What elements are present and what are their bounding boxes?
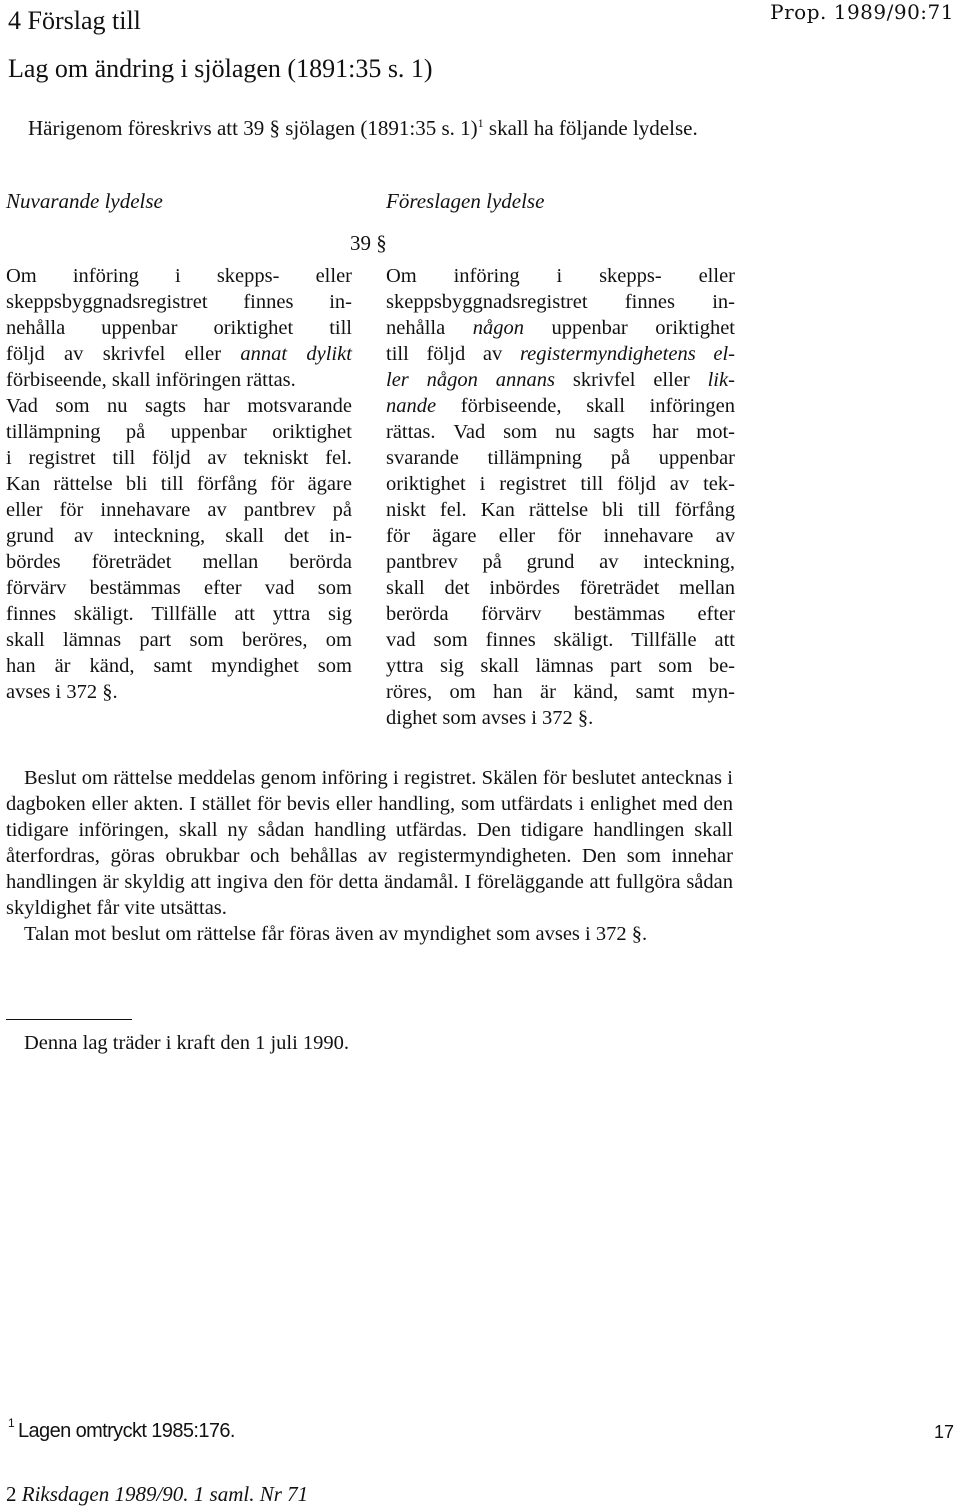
law-title: Lag om ändring i sjölagen (1891:35 s. 1) (8, 54, 433, 83)
word: berörda (386, 603, 449, 625)
current-wording-line (6, 341, 352, 367)
word: mot- (696, 421, 735, 443)
word: på (332, 499, 352, 521)
word: el- (713, 343, 735, 365)
word: till (112, 447, 136, 469)
word: nu (107, 395, 128, 417)
word: nu (555, 421, 576, 443)
word: mellan (202, 551, 259, 573)
proposed-wording-line (386, 705, 735, 731)
word: lämnas (63, 629, 122, 651)
word: som (55, 395, 90, 417)
word: ägare (307, 473, 352, 495)
word: inteckning, (643, 551, 735, 573)
word: förvärv (481, 603, 542, 625)
word: registret (28, 447, 96, 469)
word: av (207, 499, 227, 521)
word: införing (453, 265, 520, 287)
word: rättas. (246, 369, 296, 391)
footnote-text: Lagen omtryckt 1985:176. (18, 1420, 235, 1442)
word: skeppsbyggnadsregistret (386, 291, 588, 313)
word: i (175, 265, 181, 287)
proposed-wording-line (386, 653, 735, 679)
word: om (449, 681, 476, 703)
proposed-wording-line (386, 393, 735, 419)
word: känd, (89, 655, 135, 677)
word: i (55, 681, 67, 703)
word: som (189, 629, 224, 651)
word: bestämmas (89, 577, 181, 599)
word: i (6, 447, 12, 469)
word: röres, (386, 681, 433, 703)
word: Tillfälle (631, 629, 697, 651)
word: av (482, 343, 503, 365)
word: myndighet (211, 655, 299, 677)
proposed-wording-heading: Föreslagen lydelse (386, 189, 545, 213)
word: av (599, 551, 619, 573)
current-wording-line (6, 497, 352, 523)
word: sig (439, 655, 464, 677)
proposed-wording-line (386, 419, 735, 445)
word: skrivfel (102, 343, 166, 365)
word: bli (602, 499, 624, 521)
word: skall (6, 629, 45, 651)
word: tek- (703, 473, 735, 495)
current-wording-line (6, 471, 352, 497)
word: i (479, 473, 486, 495)
word: eller (498, 525, 536, 547)
proposed-wording-line (386, 601, 735, 627)
word: uppenbar (170, 421, 247, 443)
word: oriktighet (272, 421, 352, 443)
word: efter (204, 577, 242, 599)
word: på (125, 421, 146, 443)
word: är (540, 681, 556, 703)
word: att (714, 629, 735, 651)
entry-into-force: Denna lag träder i kraft den 1 juli 1990. (24, 1032, 350, 1054)
current-wording-line (6, 393, 352, 419)
current-wording-line (6, 523, 352, 549)
page-number: 17 (933, 1422, 954, 1442)
footnote-number: 1 (8, 1416, 15, 1430)
intro-text: Härigenom föreskrivs att 39 § sjölagen (1891:35 s. 1) (28, 116, 478, 140)
word: är (54, 655, 71, 677)
word: till (580, 473, 604, 495)
word: som (317, 577, 352, 599)
word: har (203, 395, 230, 417)
current-wording-line (6, 575, 352, 601)
proposed-wording-line (386, 523, 735, 549)
word: ler (386, 369, 409, 391)
current-wording-line (6, 627, 352, 653)
word: rättelse (528, 499, 589, 521)
current-wording-line (6, 445, 352, 471)
body-paragraph-2: Talan mot beslut om rättelse får föras även av myndighet som avses i 372 §. (24, 923, 648, 945)
word: skäligt. (73, 603, 134, 625)
word: rättas. (386, 421, 436, 443)
word: grund (526, 551, 575, 573)
word: för (270, 473, 295, 495)
word: avses (481, 707, 532, 729)
word: på (610, 447, 631, 469)
word: det (284, 525, 310, 547)
word: skepps- (599, 265, 662, 287)
word: eller (653, 369, 690, 391)
word: innehavare (100, 499, 191, 521)
word: finnes (485, 629, 536, 651)
word: in- (329, 291, 352, 313)
word: nehålla (386, 317, 446, 339)
current-wording-line (6, 419, 352, 445)
word: part (609, 655, 642, 677)
word: han (6, 655, 36, 677)
word: mellan (679, 577, 735, 599)
word: det (444, 577, 470, 599)
word: för (386, 525, 410, 547)
word: tillämpning (487, 447, 583, 469)
word: Kan (480, 499, 515, 521)
word: till (329, 317, 352, 339)
proposed-wording-line (386, 289, 735, 315)
word: införingen (155, 369, 247, 391)
word: Om (386, 265, 417, 287)
word: lik- (707, 369, 735, 391)
word: rättelse (53, 473, 113, 495)
word: skeppsbyggnadsregistret (6, 291, 208, 313)
word: för (59, 499, 84, 521)
word: vad (386, 629, 416, 651)
word: yttra (272, 603, 311, 625)
word: registret (499, 473, 567, 495)
word: oriktighet (213, 317, 294, 339)
intro-text-end: skall ha följande lydelse. (483, 116, 698, 140)
word: införing (72, 265, 139, 287)
word: företrädet (579, 577, 660, 599)
word: Kan (6, 473, 41, 495)
current-wording-line (6, 679, 352, 705)
word: som (433, 629, 468, 651)
word: nande (386, 395, 437, 417)
printer-title: Riksdagen 1989/90. 1 saml. Nr 71 (21, 1482, 309, 1506)
word: sagts (145, 395, 187, 417)
word: eller (698, 265, 735, 287)
word: annat (240, 343, 288, 365)
proposed-wording-line (386, 445, 735, 471)
word: part (139, 629, 172, 651)
word: som (442, 707, 482, 729)
word: 372 (542, 707, 578, 729)
word: till (637, 499, 661, 521)
word: av (207, 447, 227, 469)
common-text (6, 765, 733, 947)
word: företrädet (91, 551, 172, 573)
word: Vad (453, 421, 486, 443)
word: finnes (6, 603, 57, 625)
word: på (482, 551, 502, 573)
word: fel. (325, 447, 352, 469)
word: lämnas (535, 655, 594, 677)
proposed-wording-text (386, 263, 735, 731)
word: uppenbar (551, 317, 628, 339)
word: som (658, 655, 693, 677)
word: har (652, 421, 679, 443)
word: grund (6, 525, 54, 547)
word: förvärv (6, 577, 67, 599)
word: dighet (386, 707, 443, 729)
word: eller (315, 265, 352, 287)
word: för (557, 525, 582, 547)
current-wording-line (6, 549, 352, 575)
word: skäligt. (553, 629, 614, 651)
proposed-wording-line (386, 367, 735, 393)
word: av (669, 473, 690, 495)
proposed-wording-line (386, 679, 735, 705)
word: vad (264, 577, 295, 599)
word: dylikt (306, 343, 352, 365)
word: följd (151, 447, 191, 469)
current-wording-line (6, 367, 352, 393)
section-heading: 4 Förslag till (8, 6, 141, 35)
word: fel. (439, 499, 467, 521)
word: motsvarande (247, 395, 352, 417)
word: pantbrev (243, 499, 316, 521)
word: att (234, 603, 255, 625)
word: §. (102, 681, 118, 703)
word: i (531, 707, 543, 729)
word: av (73, 525, 94, 547)
word: inbördes (489, 577, 560, 599)
word: skall (480, 655, 520, 677)
proposed-wording-line (386, 315, 735, 341)
proposed-wording-line (386, 497, 735, 523)
word: Om (6, 265, 37, 287)
word: förfång (196, 473, 258, 495)
word: finnes (624, 291, 675, 313)
word: avses (6, 681, 56, 703)
word: ägare (432, 525, 477, 547)
word: eller (6, 499, 43, 521)
intro-paragraph (6, 110, 742, 142)
word: förbiseende, (6, 369, 112, 391)
printer-line (6, 1482, 308, 1507)
word: myn- (691, 681, 735, 703)
word: samt (153, 655, 193, 677)
word: följd (617, 473, 656, 495)
word: registermyndighetens (519, 343, 696, 365)
word: förfång (674, 499, 735, 521)
footnote-marker: 1 (477, 116, 484, 130)
word: nehålla (6, 317, 66, 339)
word: pantbrev (386, 551, 458, 573)
word: som (317, 655, 352, 677)
current-wording-heading: Nuvarande lydelse (6, 189, 163, 213)
separator-rule (6, 1019, 132, 1020)
word: känd, (573, 681, 619, 703)
word: bestämmas (573, 603, 665, 625)
word: som (503, 421, 538, 443)
word: finnes (243, 291, 294, 313)
printer-prefix: 2 (6, 1482, 22, 1506)
word: yttra (386, 655, 424, 677)
body-paragraph-1: Beslut om rättelse meddelas genom införing i registret. Skälen för beslutet antecknas i dagboken eller akten. I stället för bevis eller handling, som utfärdats i enlighet med den tidigare införingen, skall ny sådan handling utfärdas. Den tidigare handlingen skall återfordras, göras obrukbar och behållas av registermyndigheten. Den som innehar handlingen är skyldig att ingiva den för detta ändamål. I föreläggande att fullgöra sådan skyldighet får vite utsättas. (6, 767, 733, 919)
current-wording-line (6, 601, 352, 627)
word: införingen (649, 395, 735, 417)
word: Vad (6, 395, 38, 417)
current-wording-line (6, 263, 352, 289)
word: Tillfälle (151, 603, 217, 625)
proposed-wording-line (386, 549, 735, 575)
word: i (556, 265, 563, 287)
footnote (8, 1416, 235, 1443)
word: §. (577, 707, 594, 729)
word: oriktighet (655, 317, 735, 339)
current-wording-line (6, 653, 352, 679)
word: skall (586, 395, 625, 417)
proposed-wording-line (386, 627, 735, 653)
proposed-wording-line (386, 263, 735, 289)
word: annans (495, 369, 555, 391)
word: av (64, 343, 84, 365)
word: svarande (386, 447, 459, 469)
word: skall (111, 369, 156, 391)
proposed-wording-line (386, 341, 735, 367)
word: beröres, (241, 629, 308, 651)
word: be- (708, 655, 735, 677)
word: efter (697, 603, 735, 625)
word: tekniskt (243, 447, 309, 469)
word: skrivfel (572, 369, 636, 391)
word: 372 (66, 681, 103, 703)
word: sig (328, 603, 352, 625)
proposed-wording-line (386, 471, 735, 497)
word: in- (329, 525, 352, 547)
word: uppenbar (658, 447, 735, 469)
word: bördes (6, 551, 61, 573)
word: tillämpning (6, 421, 101, 443)
current-wording-line (6, 315, 352, 341)
word: skall (225, 525, 264, 547)
word: eller (184, 343, 222, 365)
word: skall (386, 577, 425, 599)
word: till (160, 473, 184, 495)
paragraph-mark: 39 § (350, 231, 387, 255)
word: sagts (593, 421, 635, 443)
word: uppenbar (101, 317, 178, 339)
proposed-wording-line (386, 575, 735, 601)
word: niskt (386, 499, 426, 521)
word: innehavare (603, 525, 694, 547)
word: av (715, 525, 735, 547)
word: skepps- (216, 265, 280, 287)
word: följd (426, 343, 466, 365)
word: följd (6, 343, 45, 365)
word: om (325, 629, 352, 651)
word: berörda (289, 551, 352, 573)
word: någon (472, 317, 524, 339)
proposition-reference: Prop. 1989/90:71 (770, 0, 954, 24)
word: han (493, 681, 523, 703)
word: bli (125, 473, 148, 495)
word: oriktighet (386, 473, 466, 495)
word: inteckning, (113, 525, 206, 547)
current-wording-text (6, 263, 352, 705)
word: till (386, 343, 409, 365)
word: förbiseende, (460, 395, 562, 417)
word: in- (712, 291, 735, 313)
word: någon (426, 369, 478, 391)
current-wording-line (6, 289, 352, 315)
word: samt (635, 681, 675, 703)
